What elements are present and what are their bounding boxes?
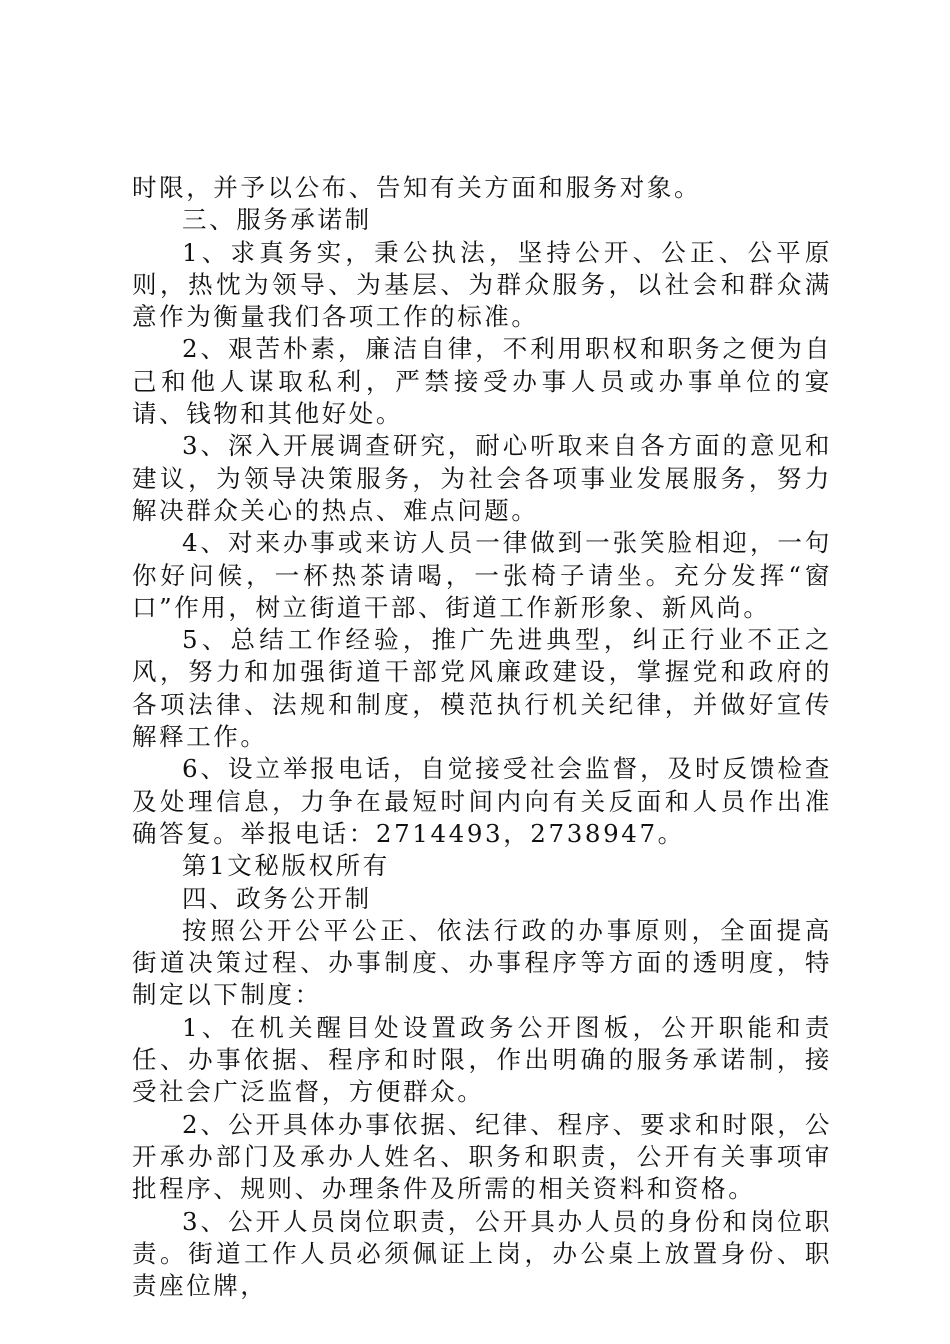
paragraph-item-3: 3、深入开展调查研究，耐心听取来自各方面的意见和建议，为领导决策服务，为社会各项事业发展服务，努力解决群众关心的热点、难点问题。: [132, 431, 832, 525]
paragraph-item-4: 4、对来办事或来访人员一律做到一张笑脸相迎，一句你好问候，一杯热茶请喝，一张椅子请坐。充分发挥“窗口”作用，树立街道干部、街道工作新形象、新风尚。: [132, 528, 832, 622]
paragraph-item-5: 5、总结工作经验，推广先进典型，纠正行业不正之风，努力和加强街道干部党风廉政建设，掌握党和政府的各项法律、法规和制度，模范执行机关纪律，并做好宣传解释工作。: [132, 625, 832, 752]
document-body: [132, 172, 832, 1302]
copyright-line: 第1文秘版权所有: [182, 851, 390, 881]
paragraph-open-item-3: 3、公开人员岗位职责，公开具办人员的身份和岗位职责。街道工作人员必须佩证上岗，办公桌上放置身份、职责座位牌，: [132, 1206, 832, 1301]
section-heading-open-government: 四、政务公开制: [182, 883, 372, 913]
paragraph-intro: 按照公开公平公正、依法行政的办事原则，全面提高街道决策过程、办事制度、办事程序等方面的透明度，特制定以下制度：: [132, 915, 832, 1010]
paragraph-open-item-1: 1、在机关醒目处设置政务公开图板，公开职能和责任、办事依据、程序和时限，作出明确的服务承诺制，接受社会广泛监督，方便群众。: [132, 1012, 832, 1107]
paragraph-continuation: 时限，并予以公布、告知有关方面和服务对象。: [132, 173, 702, 202]
paragraph-item-1: 1、求真务实，秉公执法，坚持公开、公正、公平原则，热忱为领导、为基层、为群众服务，以社会和群众满意作为衡量我们各项工作的标准。: [132, 237, 832, 332]
paragraph-open-item-2: 2、公开具体办事依据、纪律、程序、要求和时限，公开承办部门及承办人姓名、职务和职责，公开有关事项审批程序、规则、办理条件及所需的相关资料和资格。: [132, 1109, 832, 1204]
section-heading-service-commitment: 三、服务承诺制: [182, 205, 372, 235]
paragraph-item-6: 6、设立举报电话，自觉接受社会监督，及时反馈检查及处理信息，力争在最短时间内向有关反面和人员作出准确答复。举报电话：2714493，2738947。: [132, 754, 832, 848]
paragraph-item-2: 2、艰苦朴素，廉洁自律，不利用职权和职务之便为自己和他人谋取私利，严禁接受办事人员或办事单位的宴请、钱物和其他好处。: [132, 334, 832, 429]
